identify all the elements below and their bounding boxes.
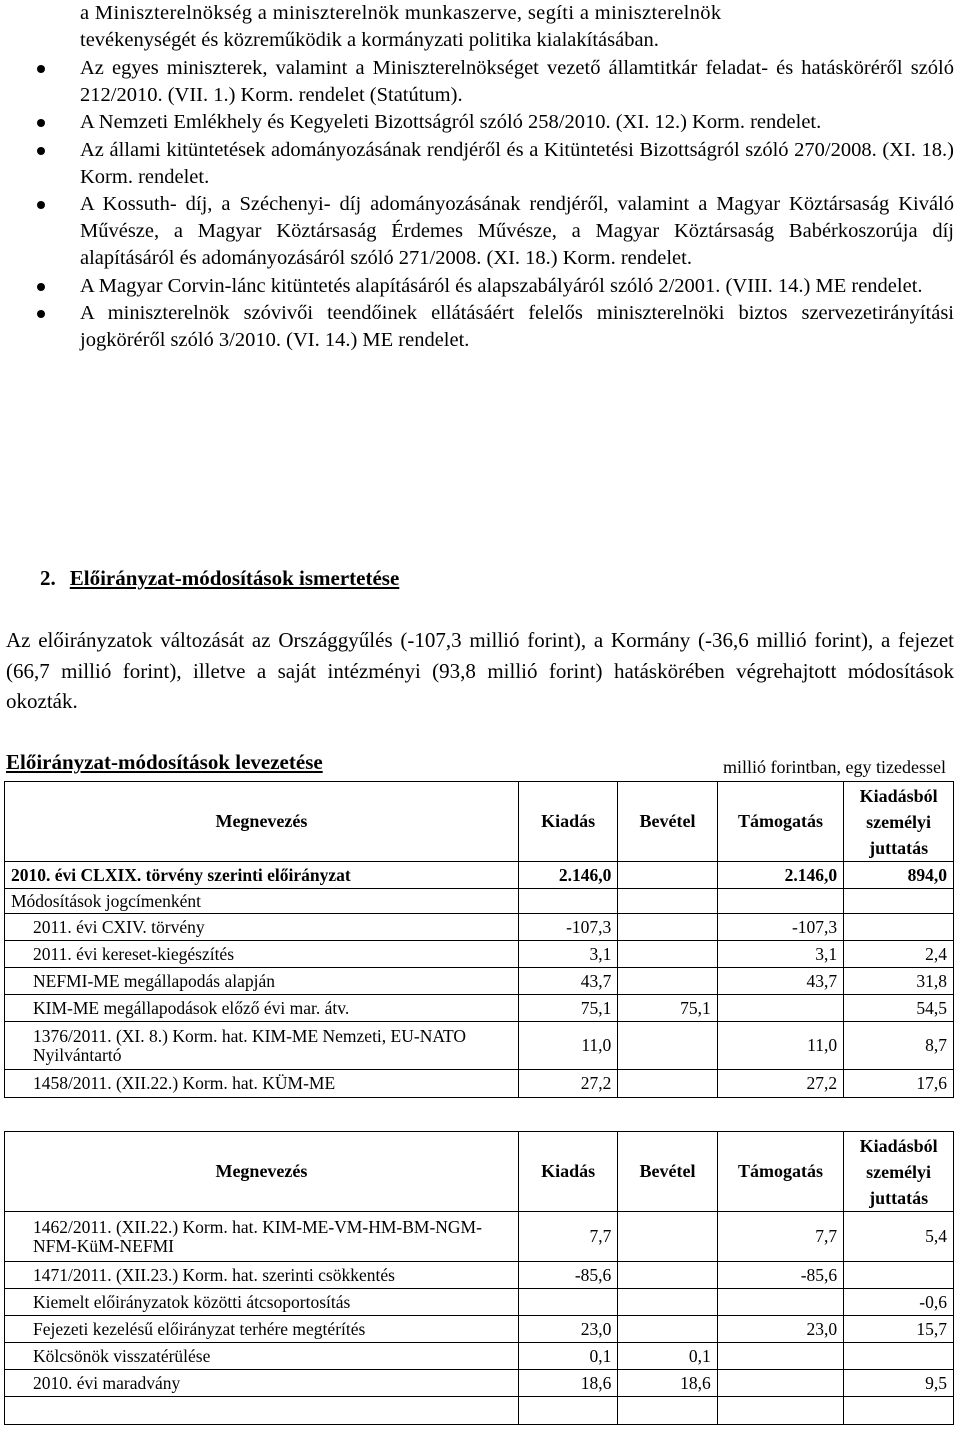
cell-szemelyi	[844, 1397, 954, 1425]
table-unit: millió forintban, egy tizedessel	[723, 757, 946, 777]
list-item: Az állami kitüntetések adományozásának rendjéről és a Kitüntetési Bizottságról szóló 270/2008. (XI. 18.) Korm. rendelet.	[0, 137, 954, 191]
table-title: Előirányzat-módosítások levezetése	[6, 750, 323, 774]
cell-tamogatas: 7,7	[717, 1212, 843, 1262]
table-row	[5, 1316, 954, 1343]
cell-name: 2011. évi kereset-kiegészítés	[5, 941, 519, 968]
cell-name	[5, 1397, 519, 1425]
cell-kiadas: 43,7	[518, 968, 617, 995]
section-heading	[40, 566, 399, 591]
table-row	[5, 889, 954, 914]
cell-kiadas	[518, 1289, 617, 1316]
cell-bevetel	[618, 968, 717, 995]
table-row	[5, 1289, 954, 1316]
cell-bevetel	[618, 941, 717, 968]
cell-bevetel	[618, 1022, 717, 1070]
table-row	[5, 1397, 954, 1425]
cell-name: 1471/2011. (XII.23.) Korm. hat. szerinti csökkentés	[5, 1262, 519, 1289]
cell-tamogatas: 27,2	[717, 1070, 843, 1098]
header-szemelyi: Kiadásból személyi juttatás	[844, 1132, 954, 1212]
cell-name: Kiemelt előirányzatok közötti átcsoportosítás	[5, 1289, 519, 1316]
cell-kiadas: 3,1	[518, 941, 617, 968]
cell-szemelyi: -0,6	[844, 1289, 954, 1316]
table-row	[5, 914, 954, 941]
cell-kiadas: 7,7	[518, 1212, 617, 1262]
cell-kiadas: 75,1	[518, 995, 617, 1022]
cell-name: NEFMI-ME megállapodás alapján	[5, 968, 519, 995]
cell-kiadas: 27,2	[518, 1070, 617, 1098]
table-header-row	[5, 1132, 954, 1212]
list-item: A miniszterelnök szóvivői teendőinek ellátásáért felelős miniszterelnöki biztos szervezetirányítási jogköréről szóló 3/2010. (VI. 14.) ME rendelet.	[0, 300, 954, 354]
cell-bevetel	[618, 862, 717, 889]
intro-line-1: a Miniszterelnökség a miniszterelnök munkaszerve, segíti a miniszterelnök	[80, 2, 722, 24]
cell-name: Módosítások jogcímenként	[5, 889, 519, 914]
table-row	[5, 1343, 954, 1370]
table-body-1	[5, 862, 954, 1098]
cell-szemelyi: 2,4	[844, 941, 954, 968]
cell-kiadas: -85,6	[518, 1262, 617, 1289]
cell-kiadas: 23,0	[518, 1316, 617, 1343]
cell-kiadas: 0,1	[518, 1343, 617, 1370]
cell-tamogatas	[717, 889, 843, 914]
table-row	[5, 968, 954, 995]
cell-kiadas: 18,6	[518, 1370, 617, 1397]
cell-name: 2011. évi CXIV. törvény	[5, 914, 519, 941]
list-item: A Kossuth- díj, a Széchenyi- díj adományozásának rendjéről, valamint a Magyar Köztársaság Kiváló Művésze, a Magyar Köztársaság Érdemes Művésze, a Magyar Köztársaság Babérkoszorúja díj alapításáról és adományozásáról szóló 271/2008. (XI. 18.) Korm. rendelet.	[0, 191, 954, 273]
section-title: Előirányzat-módosítások ismertetése	[69, 566, 400, 590]
cell-name: 2010. évi maradvány	[5, 1370, 519, 1397]
table-row	[5, 862, 954, 889]
cell-szemelyi: 5,4	[844, 1212, 954, 1262]
section-number: 2.	[40, 566, 56, 590]
cell-tamogatas: 23,0	[717, 1316, 843, 1343]
cell-tamogatas	[717, 995, 843, 1022]
cell-name: Fejezeti kezelésű előirányzat terhére megtérítés	[5, 1316, 519, 1343]
cell-tamogatas: 2.146,0	[717, 862, 843, 889]
intro-text	[80, 0, 954, 54]
cell-szemelyi	[844, 1343, 954, 1370]
cell-bevetel	[618, 914, 717, 941]
header-szemelyi: Kiadásból személyi juttatás	[844, 782, 954, 862]
cell-szemelyi: 17,6	[844, 1070, 954, 1098]
bullet-icon	[37, 65, 45, 73]
header-tamogatas: Támogatás	[717, 1132, 843, 1212]
cell-bevetel: 18,6	[618, 1370, 717, 1397]
bullet-icon	[37, 310, 45, 318]
cell-szemelyi	[844, 889, 954, 914]
cell-szemelyi	[844, 914, 954, 941]
list-item: A Magyar Corvin-lánc kitüntetés alapításáról és alapszabályáról szóló 2/2001. (VIII. 14.) ME rendelet.	[0, 273, 954, 300]
bullet-icon	[37, 119, 45, 127]
cell-szemelyi: 9,5	[844, 1370, 954, 1397]
cell-bevetel	[618, 1070, 717, 1098]
modifications-table-part-1	[4, 781, 954, 1098]
cell-tamogatas: -107,3	[717, 914, 843, 941]
table-row	[5, 1022, 954, 1070]
list-item: Az egyes miniszterek, valamint a Miniszterelnökséget vezető államtitkár feladat- és hatásköréről szóló 212/2010. (VII. 1.) Korm. rendelet (Statútum).	[0, 55, 954, 109]
table-row	[5, 1070, 954, 1098]
cell-bevetel	[618, 889, 717, 914]
bullet-icon	[37, 201, 45, 209]
cell-bevetel: 0,1	[618, 1343, 717, 1370]
cell-name: 1458/2011. (XII.22.) Korm. hat. KÜM-ME	[5, 1070, 519, 1098]
header-name: Megnevezés	[5, 1132, 519, 1212]
cell-tamogatas	[717, 1343, 843, 1370]
cell-szemelyi: 8,7	[844, 1022, 954, 1070]
cell-szemelyi	[844, 1262, 954, 1289]
cell-szemelyi: 54,5	[844, 995, 954, 1022]
table-header-row	[5, 782, 954, 862]
cell-name: 1462/2011. (XII.22.) Korm. hat. KIM-ME-VM-HM-BM-NGM-NFM-KüM-NEFMI	[5, 1212, 519, 1262]
cell-kiadas	[518, 1397, 617, 1425]
table-row	[5, 995, 954, 1022]
bullet-icon	[37, 147, 45, 155]
cell-szemelyi: 31,8	[844, 968, 954, 995]
cell-bevetel	[618, 1212, 717, 1262]
cell-tamogatas: 3,1	[717, 941, 843, 968]
cell-name: Kölcsönök visszatérülése	[5, 1343, 519, 1370]
cell-bevetel: 75,1	[618, 995, 717, 1022]
cell-bevetel	[618, 1289, 717, 1316]
body-paragraph: Az előirányzatok változását az Országgyűlés (-107,3 millió forint), a Kormány (-36,6 millió forint), a fejezet (66,7 millió forint), illetve a saját intézményi (93,8 millió forint) hatáskörében végrehajtott módosítások okozták.	[6, 628, 954, 713]
header-tamogatas: Támogatás	[717, 782, 843, 862]
cell-name: KIM-ME megállapodások előző évi mar. átv.	[5, 995, 519, 1022]
cell-tamogatas	[717, 1397, 843, 1425]
header-kiadas: Kiadás	[518, 1132, 617, 1212]
cell-tamogatas: -85,6	[717, 1262, 843, 1289]
table-row	[5, 1212, 954, 1262]
cell-tamogatas: 43,7	[717, 968, 843, 995]
list-item: A Nemzeti Emlékhely és Kegyeleti Bizottságról szóló 258/2010. (XI. 12.) Korm. rendelet.	[0, 109, 954, 136]
regulation-list	[0, 55, 960, 354]
table-row	[5, 941, 954, 968]
header-name: Megnevezés	[5, 782, 519, 862]
table-body-2	[5, 1212, 954, 1425]
cell-name: 2010. évi CLXIX. törvény szerinti előirányzat	[5, 862, 519, 889]
cell-szemelyi: 15,7	[844, 1316, 954, 1343]
table-row	[5, 1262, 954, 1289]
header-bevetel: Bevétel	[618, 782, 717, 862]
cell-bevetel	[618, 1397, 717, 1425]
table-row	[5, 1370, 954, 1397]
cell-tamogatas	[717, 1370, 843, 1397]
modifications-table-part-2	[4, 1131, 954, 1425]
intro-line-2: tevékenységét és közreműködik a kormányzati politika kialakításában.	[80, 29, 659, 51]
cell-bevetel	[618, 1316, 717, 1343]
cell-kiadas: 2.146,0	[518, 862, 617, 889]
cell-name: 1376/2011. (XI. 8.) Korm. hat. KIM-ME Nemzeti, EU-NATO Nyilvántartó	[5, 1022, 519, 1070]
cell-kiadas: 11,0	[518, 1022, 617, 1070]
cell-szemelyi: 894,0	[844, 862, 954, 889]
cell-kiadas: -107,3	[518, 914, 617, 941]
cell-tamogatas	[717, 1289, 843, 1316]
header-kiadas: Kiadás	[518, 782, 617, 862]
cell-tamogatas: 11,0	[717, 1022, 843, 1070]
header-bevetel: Bevétel	[618, 1132, 717, 1212]
cell-bevetel	[618, 1262, 717, 1289]
bullet-icon	[37, 283, 45, 291]
cell-kiadas	[518, 889, 617, 914]
